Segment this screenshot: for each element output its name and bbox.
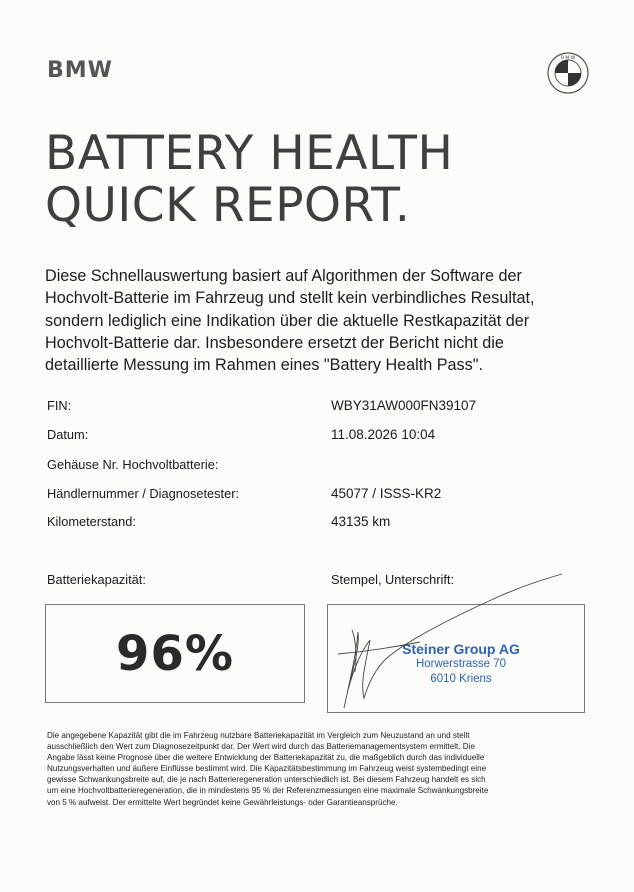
stamp-label: Stempel, Unterschrift:	[331, 572, 455, 587]
housing-label: Gehäuse Nr. Hochvoltbatterie:	[47, 457, 219, 472]
disclaimer-line: ausschließlich den Wert zum Diagnosezeitpunkt dar. Der Wert wird durch das Batteriemanagementsystem ermittelt. Die	[47, 742, 475, 752]
disclaimer-line: Nutzungsverhalten und äußere Einflüsse bestimmt wird. Die Kapazitätsbestimmung im Fahrzeug weist systembedingt eine	[47, 764, 487, 774]
handwritten-signature	[330, 570, 570, 720]
disclaimer-line: Die angegebene Kapazität gibt die im Fahrzeug nutzbare Batteriekapazität im Vergleich zum Neuzustand an und stellt	[47, 731, 470, 740]
brand-wordmark: BMW	[47, 58, 113, 83]
stamp-city: 6010 Kriens	[430, 673, 492, 685]
capacity-value: 96%	[116, 625, 234, 682]
fin-label: FIN:	[47, 398, 72, 413]
disclaimer-line: um eine Hochvoltbatterieregeneration, die in mindestens 95 % der Referenzmessungen eine maximale Schwankungsbreite	[47, 786, 489, 796]
disclaimer-footnote	[47, 730, 587, 808]
disclaimer-line: Angabe lässt keine Prognose über die weitere Entwicklung der Batteriekapazität zu, die maßgeblich durch das individuelle	[47, 753, 485, 763]
intro-line: Hochvolt-Batterie dar. Insbesondere ersetzt der Bericht nicht die	[45, 333, 504, 352]
intro-line: Diese Schnellauswertung basiert auf Algorithmen der Software der	[45, 267, 522, 285]
disclaimer-line: gewisse Schwankungsbreite auf, die je nach Batterieregeneration unterschiedlich ist. Bei diesem Fahrzeug handelt es sich	[47, 775, 486, 785]
dealer-label: Händlernummer / Diagnosetester:	[47, 486, 240, 501]
fin-value: WBY31AW000FN39107	[331, 398, 477, 413]
stamp-street: Horwerstrasse 70	[415, 658, 507, 670]
intro-line: Hochvolt-Batterie im Fahrzeug und stellt kein verbindliches Resultat,	[45, 289, 535, 308]
km-value: 43135 km	[331, 514, 391, 529]
stamp-company-name: Steiner Group AG	[402, 641, 520, 657]
intro-paragraph	[45, 265, 555, 376]
disclaimer-line: von 5 % aufweist. Der ermittelte Wert begründet keine Gewährleistungs- oder Garantieansprüche.	[47, 797, 398, 807]
title-line-2: QUICK REPORT.	[45, 178, 411, 233]
capacity-box	[45, 604, 305, 703]
km-label: Kilometerstand:	[47, 514, 136, 529]
bmw-roundel-icon	[547, 52, 589, 94]
date-label: Datum:	[47, 427, 89, 442]
dealer-value: 45077 / ISSS-KR2	[331, 486, 442, 501]
report-title	[45, 128, 453, 232]
intro-line: detaillierte Messung im Rahmen eines "Battery Health Pass".	[45, 356, 483, 375]
date-value: 11.08.2026 10:04	[331, 427, 436, 442]
intro-line: sondern lediglich eine Indikation über die aktuelle Restkapazität der	[45, 311, 530, 330]
title-line-1: BATTERY HEALTH	[45, 126, 454, 181]
logo-lettering: B M W	[560, 55, 576, 61]
capacity-label: Batteriekapazität:	[47, 572, 146, 587]
